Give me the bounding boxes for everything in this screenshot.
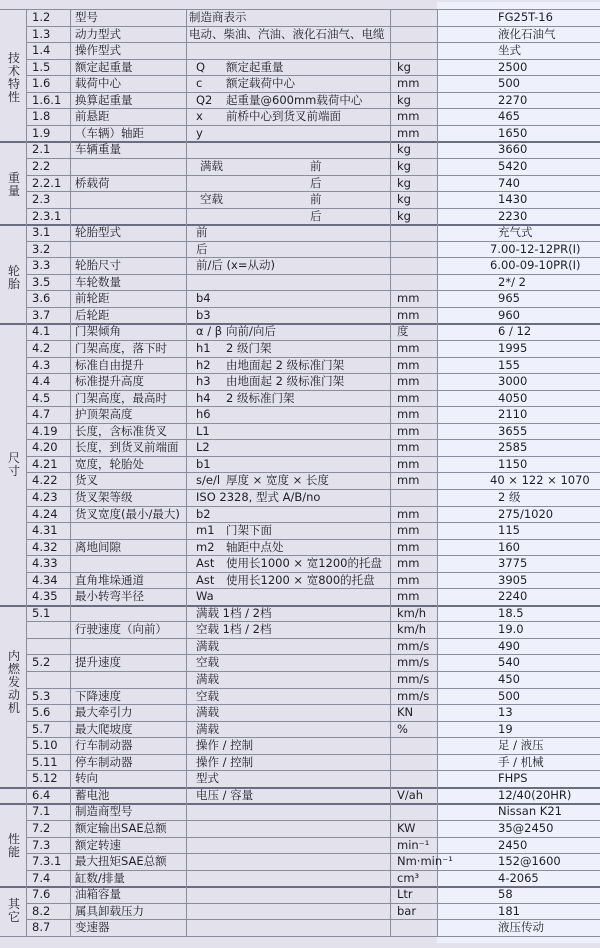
- row-number: 1.6.1: [32, 93, 62, 107]
- row-value: 500: [498, 689, 520, 703]
- row-value: 1650: [498, 126, 528, 140]
- row-symbol: y: [196, 126, 203, 140]
- row-value: 1150: [498, 457, 528, 471]
- column-line: [390, 9, 391, 936]
- row-number: 4.19: [32, 424, 58, 438]
- row-name: 额定转速: [75, 838, 121, 852]
- row-value: 160: [498, 540, 520, 554]
- group-ice-engine: 内燃发动机: [7, 649, 20, 715]
- row-unit: kg: [397, 192, 411, 206]
- row-name: 变速器: [75, 920, 110, 934]
- row-value: 19.0: [498, 622, 524, 636]
- row-number: 7.3: [32, 838, 51, 852]
- row-value: 手 / 机械: [498, 755, 544, 769]
- row-value: 965: [498, 291, 520, 305]
- row-name: 下降速度: [75, 689, 121, 703]
- row-number: 4.20: [32, 440, 58, 454]
- row-value: 58: [498, 887, 513, 901]
- row-unit: mm/s: [397, 689, 430, 703]
- row-number: 4.24: [32, 507, 58, 521]
- row-unit: cm³: [397, 871, 420, 885]
- row-symbol: 满载: [196, 639, 219, 653]
- row-value: 2 级: [498, 490, 521, 504]
- row-number: 4.32: [32, 540, 58, 554]
- row-symbol: b4: [196, 291, 211, 305]
- row-name: 标准提升高度: [75, 374, 144, 388]
- row-axle: 后: [310, 209, 322, 223]
- row-unit: kg: [397, 209, 411, 223]
- row-number: 8.7: [32, 920, 51, 934]
- row-unit: KN: [397, 705, 414, 719]
- row-value: 3775: [498, 556, 528, 570]
- row-number: 1.4: [32, 43, 51, 57]
- row-description: 起重量@600mm载荷中心: [226, 93, 363, 107]
- row-number: 1.8: [32, 109, 51, 123]
- row-symbol: 满载: [196, 672, 219, 686]
- row-number: 1.6: [32, 76, 51, 90]
- row-name: 长度，含标准货叉: [75, 424, 167, 438]
- row-value: 2450: [498, 838, 528, 852]
- row-name: 提升速度: [75, 655, 121, 669]
- row-number: 4.23: [32, 490, 58, 504]
- row-symbol: ISO 2328, 型式 A/B/no: [196, 490, 321, 504]
- row-number: 2.3.1: [32, 209, 62, 223]
- row-unit: Nm·min⁻¹: [397, 854, 453, 868]
- row-value: 足 / 液压: [498, 738, 544, 752]
- row-number: 5.12: [32, 771, 58, 785]
- row-symbol: L2: [196, 440, 210, 454]
- row-name: 前悬距: [75, 109, 110, 123]
- row-description: 前桥中心到货叉前端面: [226, 109, 341, 123]
- row-symbol: b1: [196, 457, 211, 471]
- row-symbol: b2: [196, 507, 211, 521]
- row-symbol: 操作 / 控制: [196, 738, 254, 752]
- row-number: 5.2: [32, 655, 51, 669]
- row-name: 行驶速度（向前）: [75, 622, 167, 636]
- row-value: 181: [498, 904, 520, 918]
- row-name: 门架高度，最高时: [75, 391, 167, 405]
- row-unit: mm: [397, 556, 420, 570]
- row-symbol: h1: [196, 341, 211, 355]
- row-number: 1.9: [32, 126, 51, 140]
- row-symbol: h3: [196, 374, 211, 388]
- row-value: 6.00-09-10PR(I): [490, 258, 581, 272]
- row-axle: 前: [310, 159, 322, 173]
- row-description: 额定起重量: [226, 60, 284, 74]
- row-axle: 前: [310, 192, 322, 206]
- row-number: 4.2: [32, 341, 51, 355]
- column-line: [26, 9, 27, 936]
- row-value: 35@2450: [498, 821, 554, 835]
- row-number: 1.3: [32, 27, 51, 41]
- row-name: 宽度，轮胎处: [75, 457, 144, 471]
- row-symbol: m2: [196, 540, 215, 554]
- row-name: 标准自由提升: [75, 358, 144, 372]
- row-symbol: x: [196, 109, 203, 123]
- row-symbol: Q: [196, 60, 206, 74]
- row-symbol: b3: [196, 308, 211, 322]
- row-value: 3655: [498, 424, 528, 438]
- row-symbol: 电压 / 容量: [196, 788, 254, 802]
- row-axle: 后: [310, 176, 322, 190]
- row-name: 额定输出SAE总额: [75, 821, 167, 835]
- row-value: 2500: [498, 60, 528, 74]
- row-unit: mm/s: [397, 672, 430, 686]
- row-unit: mm: [397, 126, 420, 140]
- row-value: 坐式: [498, 43, 521, 57]
- row-description: 使用长1000 × 宽1200的托盘: [226, 556, 382, 570]
- row-unit: mm: [397, 291, 420, 305]
- row-number: 4.7: [32, 407, 51, 421]
- row-name: 护顶架高度: [75, 407, 133, 421]
- row-number: 5.6: [32, 705, 51, 719]
- row-value: 40 × 122 × 1070: [490, 473, 590, 487]
- row-number: 4.5: [32, 391, 51, 405]
- row-number: 5.3: [32, 689, 51, 703]
- row-value: 155: [498, 358, 520, 372]
- row-symbol: h2: [196, 358, 211, 372]
- row-number: 8.2: [32, 904, 51, 918]
- row-symbol: L1: [196, 424, 210, 438]
- row-symbol: 空载: [196, 689, 219, 703]
- group-dimensions: 尺寸: [7, 451, 20, 478]
- row-number: 4.33: [32, 556, 58, 570]
- row-unit: mm: [397, 358, 420, 372]
- row-unit: km/h: [397, 606, 427, 620]
- row-name: 轮胎型式: [75, 225, 121, 239]
- row-value: 4-2065: [498, 871, 539, 885]
- row-symbol: Ast: [196, 556, 215, 570]
- group-performance: 性能: [7, 832, 20, 859]
- row-value: 1995: [498, 341, 528, 355]
- row-number: 5.1: [32, 606, 51, 620]
- row-value: 3000: [498, 374, 528, 388]
- row-description: 由地面起 2 级标准门架: [226, 358, 345, 372]
- row-symbol: m1: [196, 523, 215, 537]
- row-number: 2.3: [32, 192, 51, 206]
- row-name: 动力型式: [75, 27, 121, 41]
- row-unit: mm: [397, 308, 420, 322]
- row-number: 1.2: [32, 10, 51, 24]
- row-value: 465: [498, 109, 520, 123]
- row-unit: min⁻¹: [397, 838, 430, 852]
- row-name: 油箱容量: [75, 887, 121, 901]
- row-value: Nissan K21: [498, 804, 562, 818]
- row-number: 2.2.1: [32, 176, 62, 190]
- row-value: 960: [498, 308, 520, 322]
- row-number: 4.4: [32, 374, 51, 388]
- row-unit: mm: [397, 374, 420, 388]
- row-number: 1.5: [32, 60, 51, 74]
- row-value: 2585: [498, 440, 528, 454]
- row-symbol: Q2: [196, 93, 213, 107]
- row-name: 最大牵引力: [75, 705, 133, 719]
- row-manufacturer-note: 制造商表示: [189, 10, 247, 24]
- row-value: 6 / 12: [498, 324, 532, 338]
- row-name: 换算起重量: [75, 93, 133, 107]
- row-symbol: 型式: [196, 771, 219, 785]
- row-value: 18.5: [498, 606, 524, 620]
- row-unit: 度: [397, 324, 409, 338]
- row-symbol: α / β: [196, 324, 223, 338]
- row-name: 货叉架等级: [75, 490, 133, 504]
- row-unit: mm: [397, 540, 420, 554]
- row-name: 后轮距: [75, 308, 110, 322]
- row-name: 停车制动器: [75, 755, 133, 769]
- row-number: 3.2: [32, 242, 51, 256]
- row-value: 2240: [498, 589, 528, 603]
- row-symbol: h4: [196, 391, 211, 405]
- row-number: 3.3: [32, 258, 51, 272]
- row-description: 由地面起 2 级标准门架: [226, 374, 345, 388]
- row-value: 4050: [498, 391, 528, 405]
- row-description: 2 级门架: [226, 341, 272, 355]
- group-other: 其它: [7, 897, 20, 924]
- row-name: 载荷中心: [75, 76, 121, 90]
- group-weight: 重量: [7, 171, 20, 198]
- row-load-state: 空载: [200, 192, 223, 206]
- row-description: 向前/向后: [226, 324, 276, 338]
- column-line: [186, 9, 187, 936]
- row-load-state: 满载: [200, 159, 223, 173]
- row-name: 缸数/排量: [75, 871, 125, 885]
- row-name: 属具卸载压力: [75, 904, 144, 918]
- row-symbol: 满载: [196, 722, 219, 736]
- row-number: 3.7: [32, 308, 51, 322]
- row-line: [0, 936, 600, 937]
- row-unit: mm: [397, 473, 420, 487]
- row-value: 19: [498, 722, 513, 736]
- row-unit: mm/s: [397, 639, 430, 653]
- row-unit: mm: [397, 424, 420, 438]
- row-value: FG25T-16: [498, 10, 553, 24]
- row-name: 直角堆垛通道: [75, 573, 144, 587]
- row-name: 蓄电池: [75, 788, 110, 802]
- row-number: 5.10: [32, 738, 58, 752]
- row-name: 货叉: [75, 473, 98, 487]
- row-value: 2270: [498, 93, 528, 107]
- row-number: 7.3.1: [32, 854, 62, 868]
- row-number: 4.3: [32, 358, 51, 372]
- row-name: 货叉宽度(最小/最大): [75, 507, 180, 521]
- row-name: 门架高度，落下时: [75, 341, 167, 355]
- row-number: 7.2: [32, 821, 51, 835]
- row-symbol: 后: [196, 242, 208, 256]
- row-value: 液化石油气: [498, 27, 556, 41]
- row-symbol: 满载 1档 / 2档: [196, 606, 272, 620]
- row-description: 使用长1200 × 宽800的托盘: [226, 573, 375, 587]
- row-value: 5420: [498, 159, 528, 173]
- row-unit: mm: [397, 507, 420, 521]
- row-value: 540: [498, 655, 520, 669]
- row-unit: bar: [397, 904, 417, 918]
- row-value: 115: [498, 523, 520, 537]
- row-symbol: 满载: [196, 705, 219, 719]
- row-unit: KW: [397, 821, 416, 835]
- row-name: 最大爬坡度: [75, 722, 133, 736]
- row-name: 长度，到货叉前端面: [75, 440, 179, 454]
- row-symbol: Ast: [196, 573, 215, 587]
- row-unit: mm: [397, 573, 420, 587]
- row-unit: kg: [397, 93, 411, 107]
- row-number: 4.34: [32, 573, 58, 587]
- row-value: FHPS: [498, 771, 528, 785]
- row-unit: kg: [397, 159, 411, 173]
- row-value: 152@1600: [498, 854, 561, 868]
- row-description: 轴距中点处: [226, 540, 284, 554]
- row-number: 5.7: [32, 722, 51, 736]
- row-value: 1430: [498, 192, 528, 206]
- row-unit: %: [397, 722, 408, 736]
- row-name: 轮胎尺寸: [75, 258, 121, 272]
- row-name: 额定起重量: [75, 60, 133, 74]
- row-value: 2*/ 2: [498, 275, 526, 289]
- row-value: 3660: [498, 142, 528, 156]
- row-symbol: Wa: [196, 589, 214, 603]
- row-value: 740: [498, 176, 520, 190]
- row-number: 7.6: [32, 887, 51, 901]
- row-description: 门架下面: [226, 523, 272, 537]
- row-name: 车轮数量: [75, 275, 121, 289]
- row-value: 12/40(20HR): [498, 788, 572, 802]
- row-manufacturer-note: 电动、柴油、汽油、液化石油气、电缆: [189, 27, 385, 41]
- row-number: 3.5: [32, 275, 51, 289]
- row-name: 行车制动器: [75, 738, 133, 752]
- row-number: 4.22: [32, 473, 58, 487]
- row-value: 490: [498, 639, 520, 653]
- row-unit: Ltr: [397, 887, 413, 901]
- row-value: 13: [498, 705, 513, 719]
- row-unit: mm: [397, 407, 420, 421]
- row-symbol: 前/后 (x=从动): [196, 258, 275, 272]
- row-number: 4.1: [32, 324, 51, 338]
- row-number: 6.4: [32, 788, 51, 802]
- row-number: 5.11: [32, 755, 58, 769]
- row-name: 制造商型号: [75, 804, 133, 818]
- row-unit: kg: [397, 176, 411, 190]
- row-value: 7.00-12-12PR(I): [490, 242, 581, 256]
- row-symbol: 前: [196, 225, 208, 239]
- row-number: 4.31: [32, 523, 58, 537]
- row-value: 275/1020: [498, 507, 554, 521]
- row-number: 2.2: [32, 159, 51, 173]
- row-unit: mm: [397, 523, 420, 537]
- row-name: 最大扭矩SAE总额: [75, 854, 167, 868]
- row-unit: mm: [397, 109, 420, 123]
- row-number: 3.6: [32, 291, 51, 305]
- row-number: 4.21: [32, 457, 58, 471]
- row-value: 450: [498, 672, 520, 686]
- row-unit: V/ah: [397, 788, 424, 802]
- row-symbol: 操作 / 控制: [196, 755, 254, 769]
- row-description: 2 级标准门架: [226, 391, 295, 405]
- row-description: 厚度 × 宽度 × 长度: [226, 473, 329, 487]
- row-number: 3.1: [32, 225, 51, 239]
- group-technical: 技术特性: [7, 51, 20, 104]
- column-line: [70, 9, 71, 936]
- row-unit: km/h: [397, 622, 427, 636]
- row-symbol: c: [196, 76, 203, 90]
- row-unit: kg: [397, 60, 411, 74]
- row-number: 7.1: [32, 804, 51, 818]
- row-name: 操作型式: [75, 43, 121, 57]
- row-name: 桥载荷: [75, 176, 110, 190]
- row-symbol: 空载 1档 / 2档: [196, 622, 272, 636]
- row-value: 500: [498, 76, 520, 90]
- row-name: 转向: [75, 771, 98, 785]
- row-value: 液压传动: [498, 920, 544, 934]
- row-unit: mm: [397, 76, 420, 90]
- column-line: [437, 9, 438, 936]
- row-unit: mm: [397, 341, 420, 355]
- row-symbol: 空载: [196, 655, 219, 669]
- row-number: 7.4: [32, 871, 51, 885]
- row-name: （车辆）轴距: [75, 126, 144, 140]
- row-name: 离地间隙: [75, 540, 121, 554]
- row-name: 最小转弯半径: [75, 589, 144, 603]
- row-value: 充气式: [498, 225, 533, 239]
- row-unit: mm: [397, 440, 420, 454]
- row-number: 2.1: [32, 142, 51, 156]
- row-name: 车辆重量: [75, 142, 121, 156]
- row-unit: mm: [397, 391, 420, 405]
- row-description: 额定载荷中心: [226, 76, 295, 90]
- row-name: 型号: [75, 10, 98, 24]
- row-unit: mm: [397, 589, 420, 603]
- row-value: 2110: [498, 407, 528, 421]
- row-number: 4.35: [32, 589, 58, 603]
- row-symbol: s/e/l: [196, 473, 221, 487]
- row-value: 3905: [498, 573, 528, 587]
- row-name: 前轮距: [75, 291, 110, 305]
- row-value: 2230: [498, 209, 528, 223]
- row-unit: kg: [397, 142, 411, 156]
- row-name: 门架倾角: [75, 324, 121, 338]
- group-tires: 轮胎: [7, 264, 20, 291]
- row-symbol: h6: [196, 407, 211, 421]
- row-unit: mm/s: [397, 655, 430, 669]
- row-unit: mm: [397, 457, 420, 471]
